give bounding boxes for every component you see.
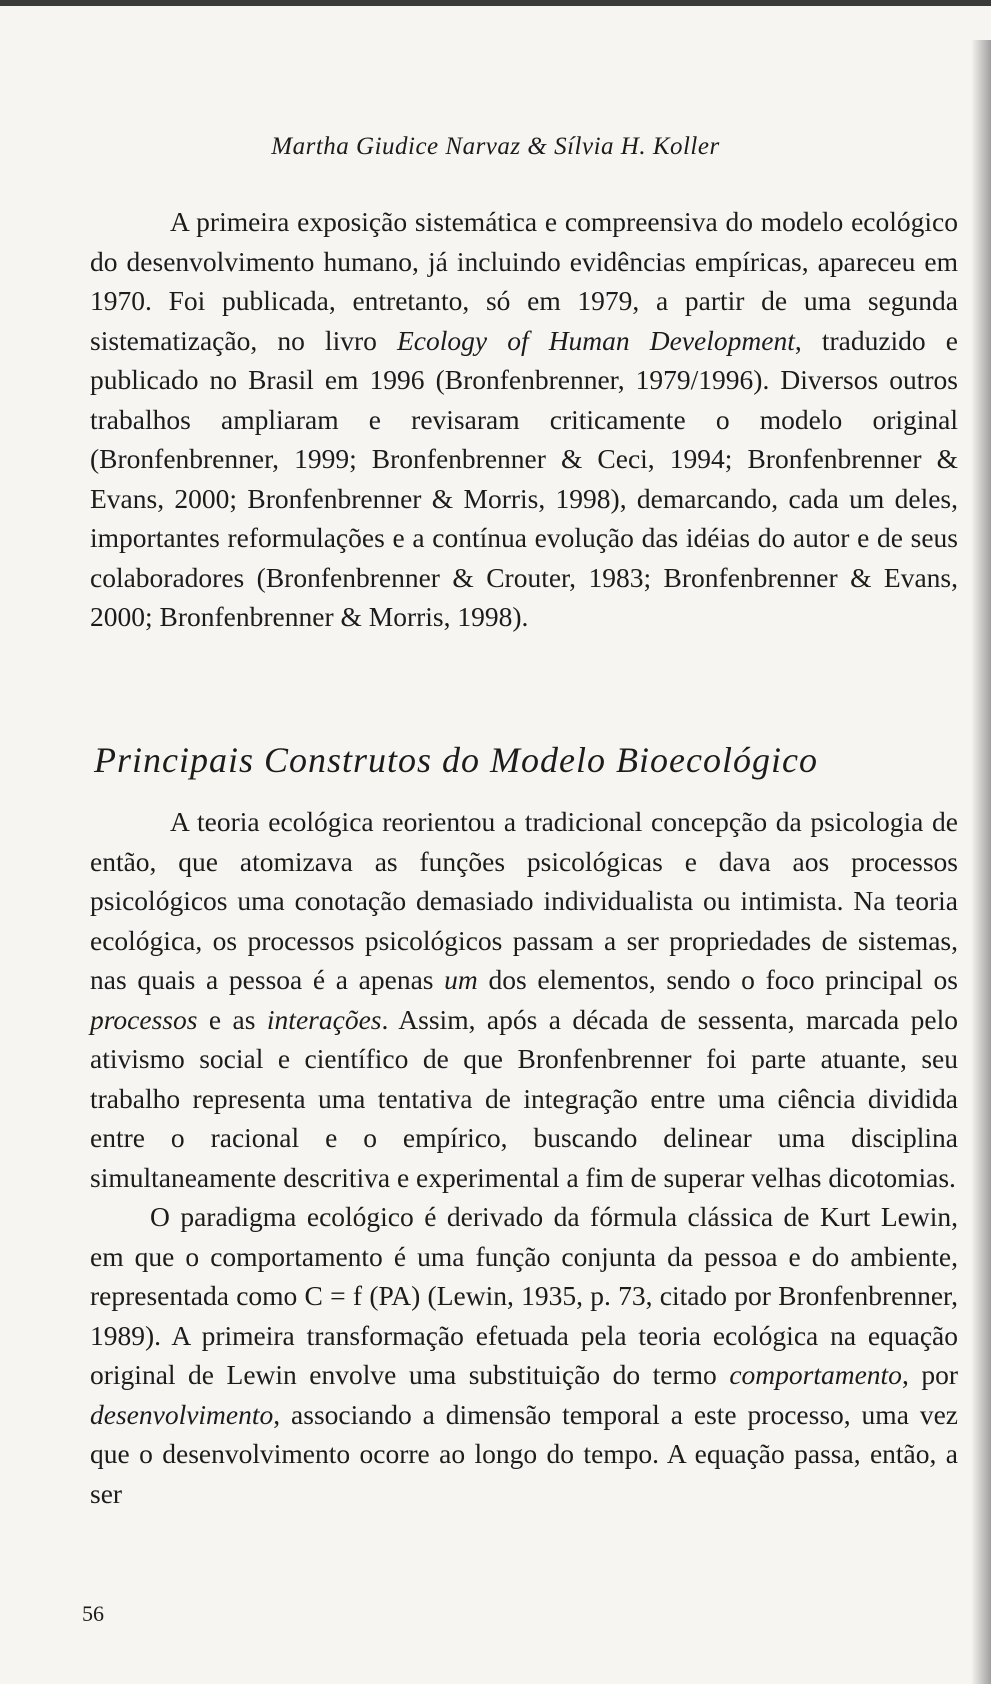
paragraph-1: A primeira exposição sistemática e compreensiva do modelo ecológico do desenvolvimento humano, já incluindo evidências empíricas, apareceu em 1970. Foi publicada, entretanto, só em 1979, a partir de uma segunda sistematização, no livro Ecology of Human Development, traduzido e publicado no Brasil em 1996 (Bronfenbrenner, 1979/1996). Diversos outros trabalhos ampliaram e revisaram criticamente o modelo original (Bronfenbrenner, 1999; Bronfenbrenner & Ceci, 1994; Bronfenbrenner & Evans, 2000; Bronfenbrenner & Morris, 1998), demarcando, cada um deles, importantes reformulações e a contínua evolução das idéias do autor e de seus colaboradores (Bronfenbrenner & Crouter, 1983; Bronfenbrenner & Evans, 2000; Bronfenbrenner & Morris, 1998). [90, 206, 958, 632]
text-block-intro [90, 202, 958, 637]
emphasis-interacoes: interações [266, 1003, 382, 1035]
section-heading: Principais Construtos do Modelo Bioecológico [94, 740, 818, 780]
page-number: 56 [82, 1601, 104, 1626]
paragraph-2: A teoria ecológica reorientou a tradicional concepção da psicologia de então, que atomizava as funções psicológicas e dava aos processos psicológicos uma conotação demasiado individualista ou intimista. Na teoria ecológica, os processos psicológicos passam a ser propriedades de sistemas, nas quais a pessoa é a apenas um dos elementos, sendo o foco principal os processos e as interações. Assim, após a década de sessenta, marcada pelo ativismo social e científico de que Bronfenbrenner foi parte atuante, seu trabalho representa uma tentativa de integração entre uma ciência dividida entre o racional e o empírico, buscando delinear uma disciplina simultaneamente descritiva e experimental a fim de superar velhas dicotomias. [90, 806, 958, 1193]
book-title: Ecology of Human Development [396, 324, 795, 356]
emphasis-processos: processos [90, 1003, 198, 1035]
text-block-section [90, 802, 958, 1513]
emphasis-um: um [444, 964, 478, 995]
running-head: Martha Giudice Narvaz & Sílvia H. Koller [271, 133, 720, 160]
scan-top-edge [0, 0, 991, 6]
paragraph-3: O paradigma ecológico é derivado da fórmula clássica de Kurt Lewin, em que o comportamento é uma função conjunta da pessoa e do ambiente, representada como C = f (PA) (Lewin, 1935, p. 73, citado por Bronfenbrenner, 1989). A primeira transformação efetuada pela teoria ecológica na equação original de Lewin envolve uma substituição do termo comportamento, por desenvolvimento, associando a dimensão temporal a este processo, uma vez que o desenvolvimento ocorre ao longo do tempo. A equação passa, então, a ser [90, 1201, 958, 1509]
emphasis-comportamento: comportamento [729, 1359, 902, 1390]
scan-binding-shadow [971, 40, 991, 1684]
emphasis-desenvolvimento: desenvolvimento [90, 1398, 274, 1430]
